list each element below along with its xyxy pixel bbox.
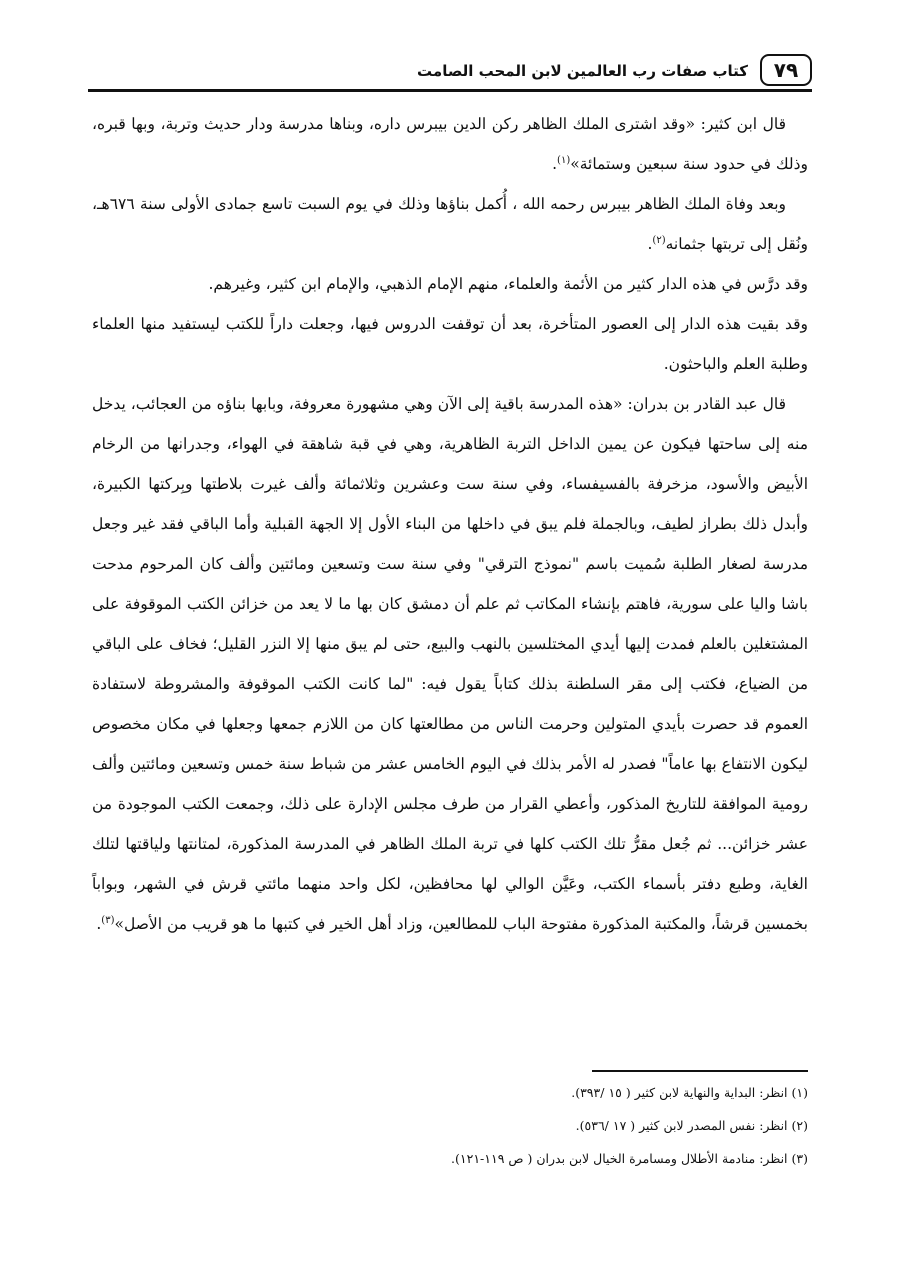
paragraph-2 bbox=[92, 184, 808, 264]
paragraph-5-tail: . bbox=[96, 915, 102, 933]
page-number-text: ٧٩ bbox=[773, 58, 799, 82]
footnotes bbox=[92, 1076, 808, 1175]
body-text bbox=[92, 104, 808, 944]
paragraph-1-tail: . bbox=[552, 155, 558, 173]
footnote-3: (٣) انظر: منادمة الأطلال ومسامرة الخيال لابن بدران ( ص ١١٩-١٢١). bbox=[451, 1151, 808, 1166]
footnote-1: (١) انظر: البداية والنهاية لابن كثير ( ١٥ /٣٩٣). bbox=[571, 1085, 808, 1100]
paragraph-1 bbox=[92, 104, 808, 184]
paragraph-3: وقد درَّس في هذه الدار كثير من الأئمة والعلماء، منهم الإمام الذهبي، والإمام ابن كثير، وغيرهم. bbox=[208, 275, 808, 293]
paragraph-4: وقد بقيت هذه الدار إلى العصور المتأخرة، بعد أن توقفت الدروس فيها، وجعلت داراً للكتب ليستفيد منها العلماء وطلبة العلم والباحثون. bbox=[92, 315, 808, 373]
footnote-2: (٢) انظر: نفس المصدر لابن كثير ( ١٧ /٥٣٦). bbox=[575, 1118, 808, 1133]
footnote-ref-1: (١) bbox=[557, 154, 571, 166]
header-divider bbox=[88, 89, 812, 92]
paragraph-5 bbox=[92, 384, 808, 944]
footnote-ref-2: (٢) bbox=[652, 234, 666, 246]
paragraph-2-tail: . bbox=[647, 235, 653, 253]
paragraph-1-text: قال ابن كثير: «وقد اشترى الملك الظاهر ركن الدين بيبرس داره، وبناها مدرسة ودار حديث وتربة، وبها قبره، وذلك في حدود سنة سبعين وستمائة» bbox=[92, 115, 808, 173]
page-number bbox=[760, 54, 812, 86]
book-title: كتاب صفات رب العالمين لابن المحب الصامت bbox=[417, 62, 748, 80]
footnote-ref-3: (٣) bbox=[101, 914, 115, 926]
footnote-divider bbox=[592, 1070, 808, 1072]
paragraph-2-text: وبعد وفاة الملك الظاهر بيبرس رحمه الله ، أُكمل بناؤها وذلك في يوم السبت تاسع جمادى الأولى سنة ٦٧٦هـ، ونُقل إلى تربتها جثمانه bbox=[92, 195, 808, 253]
paragraph-5-text: قال عبد القادر بن بدران: «هذه المدرسة باقية إلى الآن وهي مشهورة معروفة، وبابها بناؤه من العجائب، يدخل منه إلى ساحتها فيكون عن يمين الداخل التربة الظاهرية، وهي في قبة شاهقة في الهواء، وجدرانها من الرخام الأبيض والأسود، مزخرفة بالفسيفساء، وفي سنة ست وعشرين وثلاثمائة وألف غيرت بلاطتها وبِركتها الكبيرة، وأبدل ذلك بطراز لطيف، وبالجملة فلم يبق في داخلها من البناء الأول إلا الجهة القبلية وأما الباقي فقد غير وجعل مدرسة لصغار الطلبة سُميت باسم "نموذج الترقي" وفي سنة ست وتسعين ومائتين وألف كان المرحوم مدحت باشا واليا على سورية، فاهتم بإنشاء المكاتب ثم علم أن دمشق كان بها ما لا يعد من خزائن الكتب الموقوفة على المشتغلين بالعلم فمدت إليها أيدي المختلسين بالنهب والبيع، حتى لم يبق منها إلا النزر القليل؛ فخاف على الباقي من الضياع، فكتب إلى مقر السلطنة بذلك كتاباً يقول فيه: "لما كانت الكتب الموقوفة والمشروطة لاستفادة العموم قد حصرت بأيدي المتولين وحرمت الناس من مطالعتها كان من اللازم جمعها وجعلها في مكان مخصوص ليكون الانتفاع بها عاماً" فصدر له الأمر بذلك في اليوم الخامس عشر من شباط سنة خمس وتسعين ومائتين وألف رومية الموافقة للتاريخ المذكور، وأعطي القرار من طرف مجلس الإدارة على ذلك، وجمعت الكتب الموجودة من عشر خزائن... ثم جُعل مقرُّ تلك الكتب كلها في تربة الملك الظاهر في المدرسة المذكورة، لمتانتها ولياقتها لتلك الغاية، وطبع دفتر بأسماء الكتب، وعَيَّن الوالي لها محافظين، لكل واحد منهما مائتي قرش في الشهر، وبواباً بخمسين قرشاً، والمكتبة المذكورة مفتوحة الباب للمطالعين، وزاد أهل الخير في كتبها ما هو قريب من الأصل» bbox=[92, 395, 808, 933]
